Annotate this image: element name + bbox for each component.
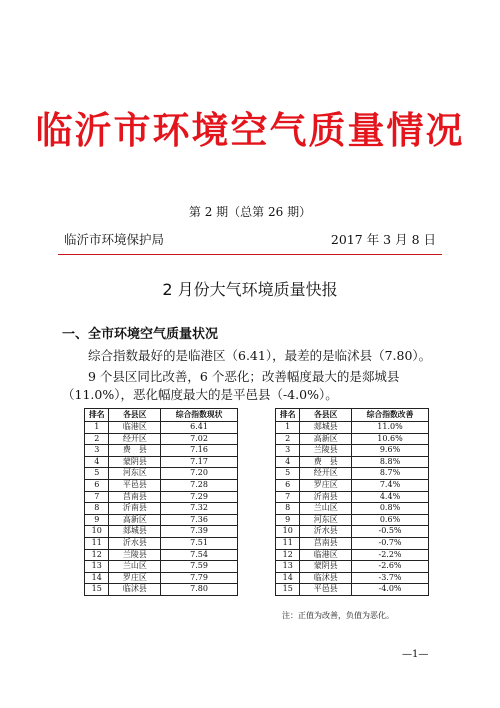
table-row bbox=[85, 468, 238, 480]
column-header-improvement: 综合指数改善 bbox=[352, 409, 429, 422]
rank-cell: 3 bbox=[276, 445, 300, 457]
table-row bbox=[276, 572, 429, 584]
district-cell: 郯城县 bbox=[109, 526, 161, 538]
table-row bbox=[85, 514, 238, 526]
table-row bbox=[276, 561, 429, 573]
table-row bbox=[276, 468, 429, 480]
column-header-index: 综合指数现状 bbox=[161, 409, 238, 422]
table-row bbox=[85, 491, 238, 503]
district-cell: 兰陵县 bbox=[109, 549, 161, 561]
table-body-current bbox=[85, 422, 238, 596]
value-cell: 7.79 bbox=[161, 572, 238, 584]
table-row bbox=[276, 549, 429, 561]
value-cell: 7.32 bbox=[161, 503, 238, 515]
rank-cell: 8 bbox=[276, 503, 300, 515]
table-row bbox=[276, 479, 429, 491]
district-cell: 沂南县 bbox=[300, 491, 352, 503]
masthead-title: 临沂市环境空气质量情况 bbox=[35, 108, 465, 152]
table-row bbox=[85, 503, 238, 515]
value-cell: 7.17 bbox=[161, 456, 238, 468]
district-cell: 费 县 bbox=[109, 445, 161, 457]
rank-cell: 5 bbox=[85, 468, 109, 480]
table-row bbox=[276, 491, 429, 503]
rank-cell: 10 bbox=[85, 526, 109, 538]
value-cell: 7.29 bbox=[161, 491, 238, 503]
value-cell: 8.8% bbox=[352, 456, 429, 468]
paragraph-change bbox=[62, 368, 452, 403]
rank-cell: 1 bbox=[276, 422, 300, 434]
rank-cell: 2 bbox=[85, 433, 109, 445]
table-row bbox=[85, 422, 238, 434]
column-header-rank: 排名 bbox=[276, 409, 300, 422]
table-row bbox=[276, 456, 429, 468]
district-cell: 兰山区 bbox=[300, 503, 352, 515]
table-header-row bbox=[276, 409, 429, 422]
district-cell: 蒙阴县 bbox=[109, 456, 161, 468]
value-cell: 7.20 bbox=[161, 468, 238, 480]
value-cell: 7.51 bbox=[161, 537, 238, 549]
rank-cell: 6 bbox=[276, 479, 300, 491]
value-cell: 9.6% bbox=[352, 445, 429, 457]
district-cell: 莒南县 bbox=[300, 537, 352, 549]
table-body-improvement bbox=[276, 422, 429, 596]
district-cell: 平邑县 bbox=[300, 584, 352, 596]
rank-cell: 7 bbox=[85, 491, 109, 503]
table-header-row bbox=[85, 409, 238, 422]
district-cell: 兰陵县 bbox=[300, 445, 352, 457]
table-row bbox=[85, 456, 238, 468]
value-cell: 7.4% bbox=[352, 479, 429, 491]
value-cell: 8.7% bbox=[352, 468, 429, 480]
rank-cell: 14 bbox=[276, 572, 300, 584]
paragraph-change-line1: 9 个县区同比改善，6 个恶化；改善幅度最大的是郯城县 bbox=[88, 369, 400, 384]
rank-cell: 14 bbox=[85, 572, 109, 584]
table-row bbox=[276, 445, 429, 457]
value-cell: -4.0% bbox=[352, 584, 429, 596]
value-cell: 7.16 bbox=[161, 445, 238, 457]
district-cell: 罗庄区 bbox=[300, 479, 352, 491]
header-divider bbox=[58, 254, 442, 255]
district-cell: 临港区 bbox=[300, 549, 352, 561]
table-row bbox=[276, 526, 429, 538]
district-cell: 沂南县 bbox=[109, 503, 161, 515]
issuing-organization: 临沂市环境保护局 bbox=[64, 232, 165, 247]
table-row bbox=[85, 445, 238, 457]
table-row bbox=[276, 422, 429, 434]
value-cell: 6.41 bbox=[161, 422, 238, 434]
district-cell: 高新区 bbox=[300, 433, 352, 445]
rank-cell: 3 bbox=[85, 445, 109, 457]
value-cell: 7.28 bbox=[161, 479, 238, 491]
rank-cell: 1 bbox=[85, 422, 109, 434]
district-cell: 经开区 bbox=[300, 468, 352, 480]
table-row bbox=[85, 537, 238, 549]
value-cell: -3.7% bbox=[352, 572, 429, 584]
value-cell: 0.6% bbox=[352, 514, 429, 526]
table-row bbox=[85, 572, 238, 584]
district-cell: 费 县 bbox=[300, 456, 352, 468]
table-row bbox=[276, 433, 429, 445]
table-row bbox=[85, 561, 238, 573]
paragraph-change-line2: （11.0%），恶化幅度最大的是平邑县（-4.0%）。 bbox=[62, 386, 338, 402]
rank-cell: 15 bbox=[85, 584, 109, 596]
ranking-table-current bbox=[84, 408, 238, 596]
table-row bbox=[85, 433, 238, 445]
district-cell: 莒南县 bbox=[109, 491, 161, 503]
district-cell: 高新区 bbox=[109, 514, 161, 526]
page-number: —1— bbox=[402, 649, 429, 660]
value-cell: 7.39 bbox=[161, 526, 238, 538]
rank-cell: 11 bbox=[276, 537, 300, 549]
district-cell: 沂水县 bbox=[109, 537, 161, 549]
district-cell: 河东区 bbox=[109, 468, 161, 480]
rank-cell: 11 bbox=[85, 537, 109, 549]
district-cell: 河东区 bbox=[300, 514, 352, 526]
paragraph-summary: 综合指数最好的是临港区（6.41），最差的是临沭县（7.80）。 bbox=[88, 348, 432, 363]
district-cell: 经开区 bbox=[109, 433, 161, 445]
district-cell: 兰山区 bbox=[109, 561, 161, 573]
value-cell: -0.7% bbox=[352, 537, 429, 549]
value-cell: -2.2% bbox=[352, 549, 429, 561]
rank-cell: 13 bbox=[276, 561, 300, 573]
value-cell: 7.36 bbox=[161, 514, 238, 526]
table-row bbox=[85, 479, 238, 491]
value-cell: 4.4% bbox=[352, 491, 429, 503]
table-note: 注：正值为改善，负值为恶化。 bbox=[282, 611, 394, 620]
rank-cell: 9 bbox=[85, 514, 109, 526]
value-cell: 7.54 bbox=[161, 549, 238, 561]
value-cell: 7.59 bbox=[161, 561, 238, 573]
value-cell: 0.8% bbox=[352, 503, 429, 515]
report-title: 2 月份大气环境质量快报 bbox=[162, 280, 338, 299]
column-header-district: 各县区 bbox=[300, 409, 352, 422]
rank-cell: 2 bbox=[276, 433, 300, 445]
table-row bbox=[276, 514, 429, 526]
value-cell: -0.5% bbox=[352, 526, 429, 538]
table-row bbox=[85, 584, 238, 596]
district-cell: 沂水县 bbox=[300, 526, 352, 538]
value-cell: 11.0% bbox=[352, 422, 429, 434]
column-header-district: 各县区 bbox=[109, 409, 161, 422]
table-row bbox=[276, 537, 429, 549]
rank-cell: 12 bbox=[85, 549, 109, 561]
rank-cell: 9 bbox=[276, 514, 300, 526]
section-heading: 一、全市环境空气质量状况 bbox=[62, 327, 219, 342]
rank-cell: 7 bbox=[276, 491, 300, 503]
rank-cell: 5 bbox=[276, 468, 300, 480]
column-header-rank: 排名 bbox=[85, 409, 109, 422]
value-cell: -2.6% bbox=[352, 561, 429, 573]
value-cell: 10.6% bbox=[352, 433, 429, 445]
issue-number: 第 2 期（总第 26 期） bbox=[188, 205, 312, 219]
value-cell: 7.80 bbox=[161, 584, 238, 596]
rank-cell: 4 bbox=[276, 456, 300, 468]
issue-date: 2017 年 3 月 8 日 bbox=[330, 232, 436, 247]
table-row bbox=[85, 549, 238, 561]
ranking-table-improvement bbox=[275, 408, 429, 596]
table-row bbox=[276, 503, 429, 515]
rank-cell: 4 bbox=[85, 456, 109, 468]
district-cell: 平邑县 bbox=[109, 479, 161, 491]
table-row bbox=[276, 584, 429, 596]
rank-cell: 12 bbox=[276, 549, 300, 561]
rank-cell: 13 bbox=[85, 561, 109, 573]
rank-cell: 6 bbox=[85, 479, 109, 491]
rank-cell: 15 bbox=[276, 584, 300, 596]
rank-cell: 8 bbox=[85, 503, 109, 515]
district-cell: 临港区 bbox=[109, 422, 161, 434]
district-cell: 临沭县 bbox=[300, 572, 352, 584]
value-cell: 7.02 bbox=[161, 433, 238, 445]
district-cell: 临沭县 bbox=[109, 584, 161, 596]
table-row bbox=[85, 526, 238, 538]
district-cell: 罗庄区 bbox=[109, 572, 161, 584]
district-cell: 蒙阴县 bbox=[300, 561, 352, 573]
rank-cell: 10 bbox=[276, 526, 300, 538]
district-cell: 郯城县 bbox=[300, 422, 352, 434]
